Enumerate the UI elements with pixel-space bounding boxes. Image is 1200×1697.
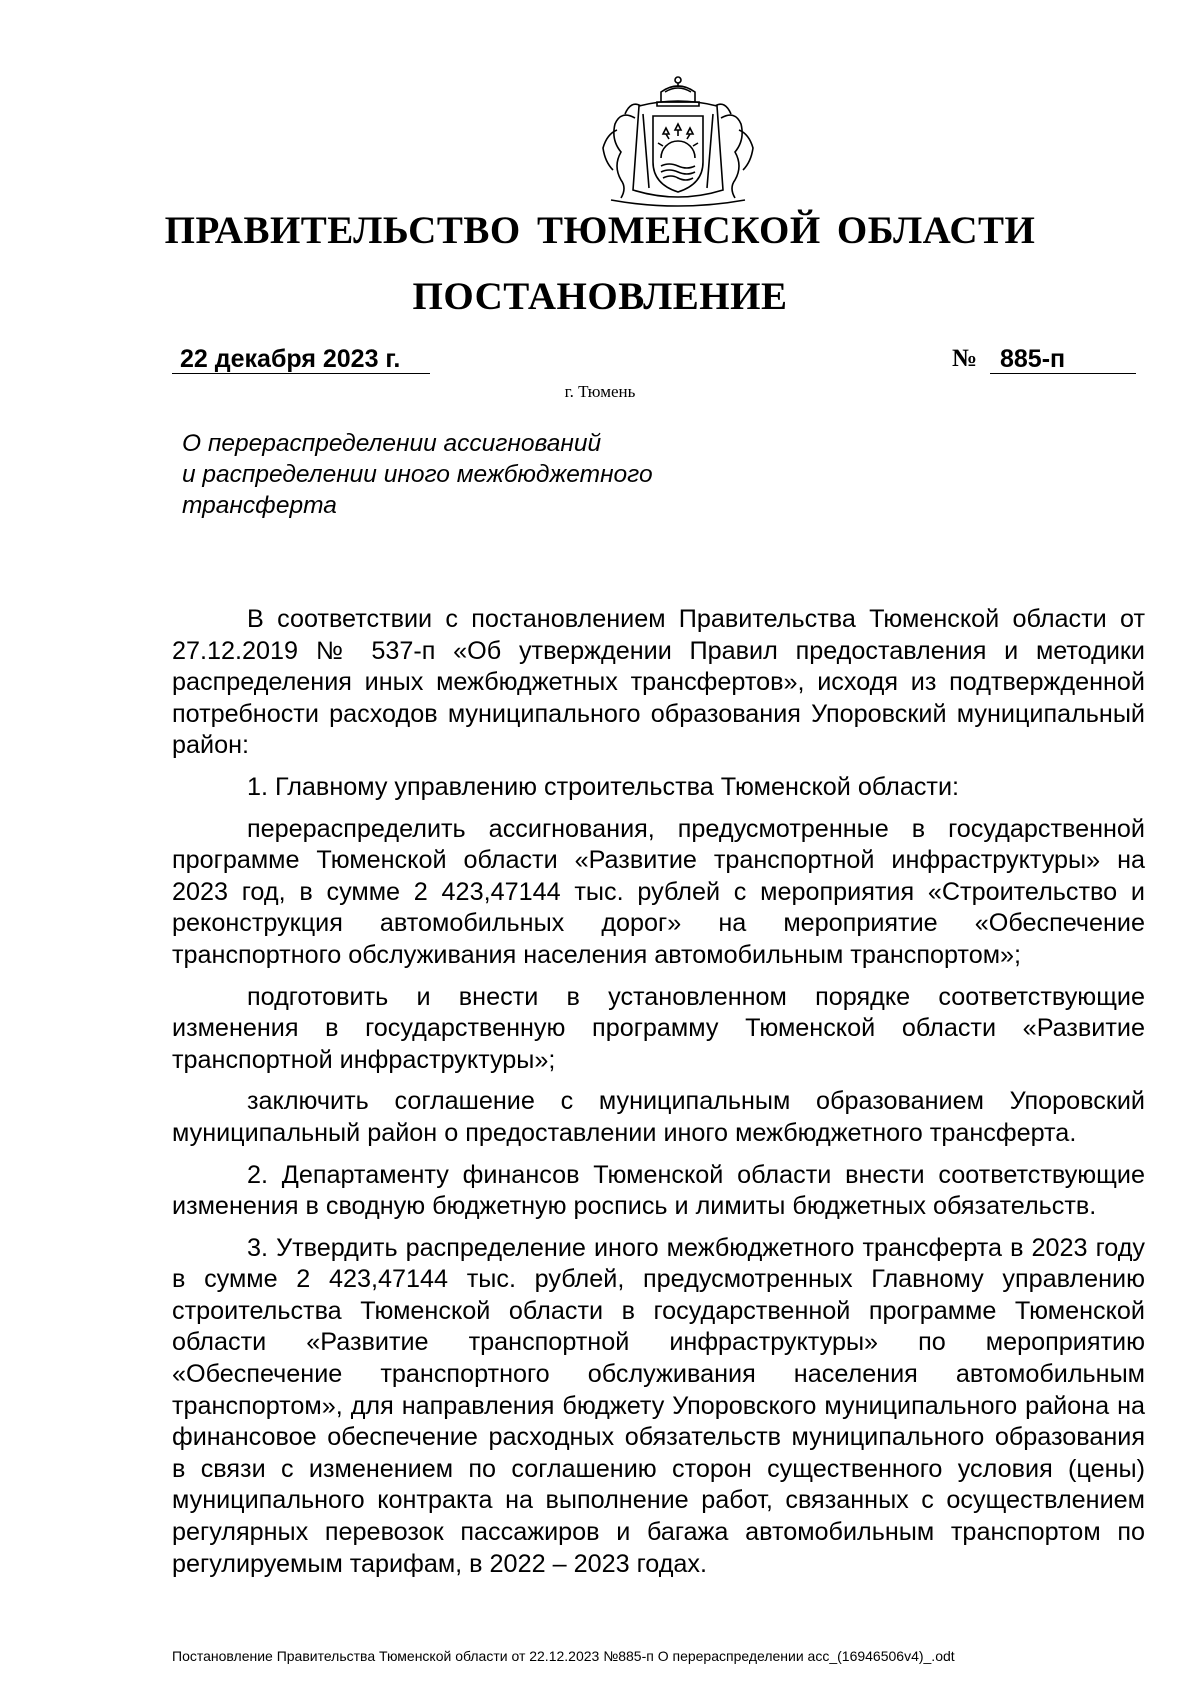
body-paragraph: 3. Утвердить распределение иного межбюджетного трансферта в 2023 году в сумме 2 423,47144 тыс. рублей, предусмотренных Главному управлению строительства Тюменской области в государственной программе Тюменской области «Развитие транспортной инфраструктуры» по мероприятию «Обеспечение транспортного обслуживания населения автомобильным транспортом», для направления бюджету Упоровского муниципального района на финансовое обеспечение расходных обязательств муниципального образования в связи с изменением по соглашению сторон существенного условия (цены) муниципального контракта на выполнение работ, связанных с осуществлением регулярных перевозок пассажиров и багажа автомобильным транспортом по регулируемым тарифам, в 2022 – 2023 годах.: [172, 1233, 1145, 1578]
body-paragraph: В соответствии с постановлением Правительства Тюменской области от 27.12.2019 № 537-п «Об утверждении Правил предоставления и методики распределения иных межбюджетных трансфертов», исходя из подтвержденной потребности расходов муниципального образования Упоровский муниципальный район:: [172, 605, 1145, 760]
coat-of-arms-icon: [591, 70, 766, 210]
government-title: ПРАВИТЕЛЬСТВО ТЮМЕНСКОЙ ОБЛАСТИ: [164, 209, 1036, 252]
body-paragraph: 1. Главному управлению строительства Тюменской области:: [247, 772, 960, 801]
number-sign: №: [952, 345, 978, 372]
subject-line: трансферта: [182, 492, 337, 519]
document-number: 885-п: [990, 344, 1136, 374]
document-date: 22 декабря 2023 г.: [172, 344, 430, 374]
document-body: [172, 604, 1145, 1590]
body-paragraph: подготовить и внести в установленном порядке соответствующие изменения в государственную программу Тюменской области «Развитие транспортной инфраструктуры»;: [172, 982, 1145, 1074]
document-subject: [182, 428, 802, 521]
subject-line: О перераспределении ассигнований: [182, 430, 602, 457]
body-paragraph: заключить соглашение с муниципальным образованием Упоровский муниципальный район о предоставлении иного межбюджетного трансферта.: [172, 1087, 1145, 1147]
document-city: г. Тюмень: [564, 382, 636, 401]
document-type-title: ПОСТАНОВЛЕНИЕ: [412, 275, 788, 318]
body-paragraph: перераспределить ассигнования, предусмотренные в государственной программе Тюменской области «Развитие транспортной инфраструктуры» на 2023 год, в сумме 2 423,47144 тыс. рублей с мероприятия «Строительство и реконструкция автомобильных дорог» на мероприятие «Обеспечение транспортного обслуживания населения автомобильным транспортом»;: [172, 814, 1145, 969]
body-paragraph: 2. Департаменту финансов Тюменской области внести соответствующие изменения в сводную бюджетную роспись и лимиты бюджетных обязательств.: [172, 1160, 1145, 1221]
subject-line: и распределении иного межбюджетного: [182, 461, 653, 488]
document-footer: Постановление Правительства Тюменской области от 22.12.2023 №885-п О перераспределении асс_(16946506v4)_.odt: [172, 1648, 955, 1664]
